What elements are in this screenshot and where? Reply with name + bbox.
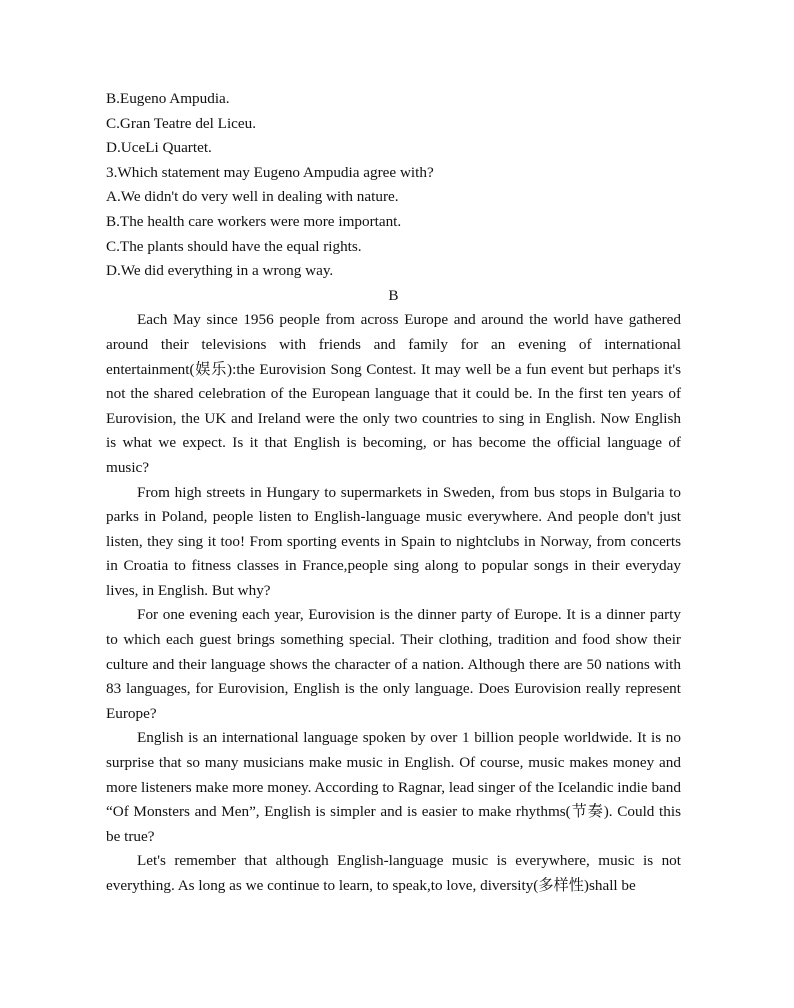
question-3-stem: 3.Which statement may Eugeno Ampudia agree with? — [106, 163, 434, 181]
question-3-option-c: C.The plants should have the equal rights. — [106, 237, 362, 255]
passage-paragraph-4: English is an international language spoken by over 1 billion people worldwide. It is no surprise that so many musicians make music in English. Of course, music makes money and more listeners make more money. According to Ragnar, lead singer of the Icelandic indie band “Of Monsters and Men”, English is simpler and is easier to make rhythms(节奏). Could this be true? — [106, 729, 681, 845]
section-label: B — [388, 286, 399, 304]
document-body — [106, 87, 681, 899]
option-d-prev-question: D.UceLi Quartet. — [106, 139, 212, 157]
question-3-option-a: A.We didn't do very well in dealing with nature. — [106, 188, 399, 206]
passage-paragraph-2: From high streets in Hungary to supermarkets in Sweden, from bus stops in Bulgaria to parks in Poland, people listen to English-language music everywhere. And people don't just listen, they sing it too! From sporting events in Spain to nightclubs in Norway, from concerts in Croatia to fitness classes in France,people sing along to popular songs in their everyday lives, in English. But why? — [106, 483, 681, 599]
passage-paragraph-3: For one evening each year, Eurovision is the dinner party of Europe. It is a dinner party to which each guest brings something special. Their clothing, tradition and food show their culture and their language shows the character of a nation. Although there are 50 nations with 83 languages, for Eurovision, English is the only language. Does Eurovision really represent Europe? — [106, 606, 681, 722]
passage-paragraph-1: Each May since 1956 people from across Europe and around the world have gathered around their televisions with friends and family for an evening of international entertainment(娱乐):the Eurovision Song Contest. It may well be a fun event but perhaps it's not the shared celebration of the European language that it could be. In the first ten years of Eurovision, the UK and Ireland were the only two countries to sing in English. Now English is what we expect. Is it that English is becoming, or has become the official language of music? — [106, 311, 681, 476]
question-3-option-b: B.The health care workers were more important. — [106, 212, 402, 230]
passage-paragraph-5: Let's remember that although English-language music is everywhere, music is not everything. As long as we continue to learn, to speak,to love, diversity(多样性)shall be — [106, 852, 681, 894]
option-c-prev-question: C.Gran Teatre del Liceu. — [106, 114, 257, 132]
option-b-prev-question: B.Eugeno Ampudia. — [106, 90, 230, 107]
question-3-option-d: D.We did everything in a wrong way. — [106, 262, 334, 280]
